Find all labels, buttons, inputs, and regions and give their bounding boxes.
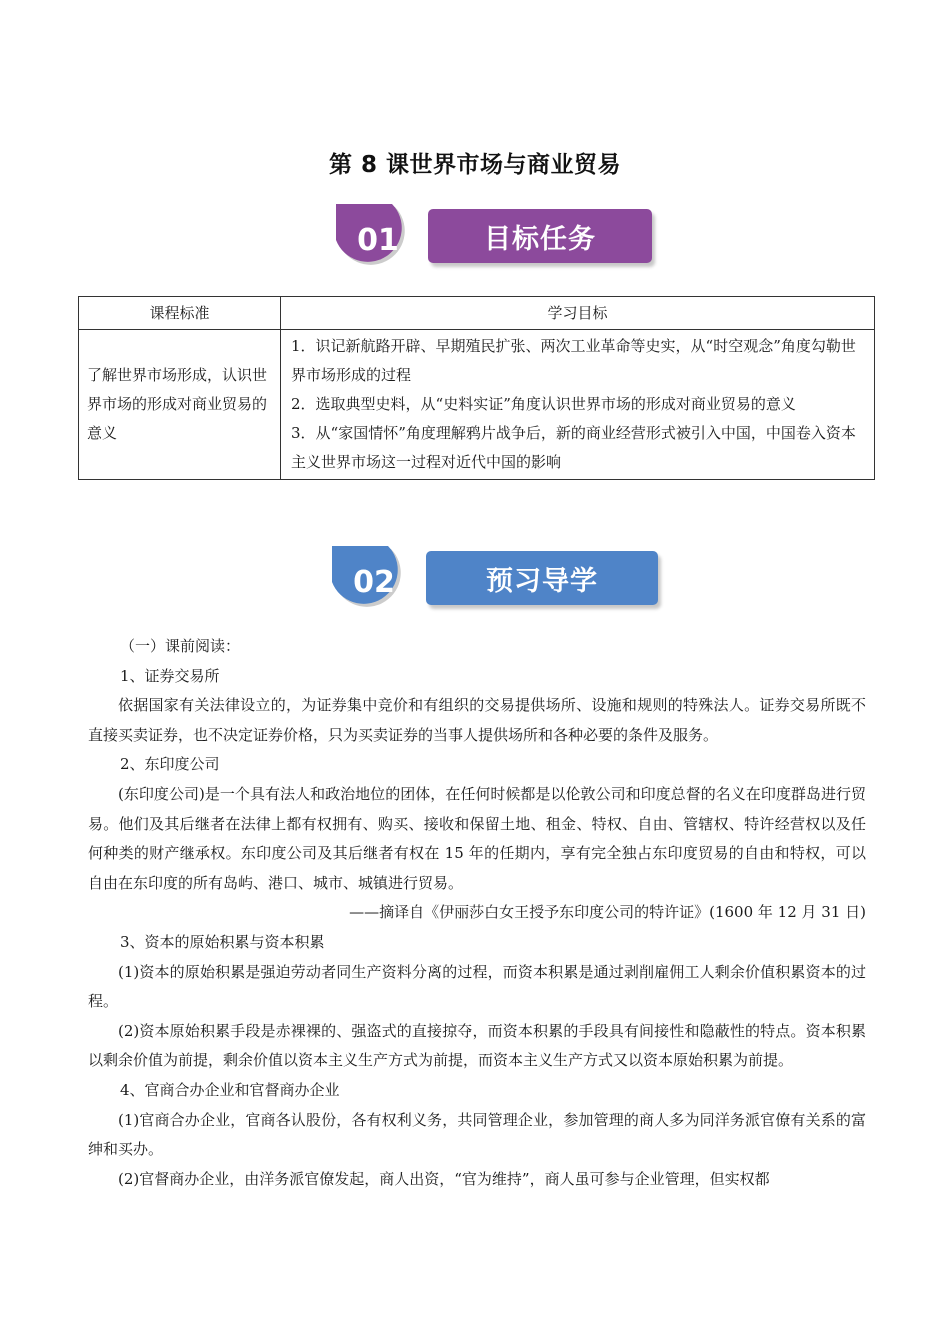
item-source-citation: ——摘译自《伊丽莎白女王授予东印度公司的特许证》(1600 年 12 月 31 日)	[349, 903, 866, 922]
item-paragraph: (2)官督商办企业，由洋务派官僚发起，商人出资，“官为维持”，商人虽可参与企业管理，但实权都	[118, 1169, 770, 1188]
item-heading: 4、官商合办企业和官督商办企业	[120, 1080, 340, 1099]
section-number: 02	[353, 564, 395, 600]
header-standard: 课程标准	[79, 297, 281, 330]
item-paragraph: (2)资本原始积累手段是赤裸裸的、强盗式的直接掠夺，而资本积累的手段具有间接性和隐蔽性的特点。资本积累以剩余价值为前提，剩余价值以资本主义生产方式为前提，而资本主义生产方式又以资本原始积累为前提。	[88, 1021, 866, 1070]
section-label: 预习导学	[426, 551, 658, 605]
item-paragraph: 依据国家有关法律设立的，为证券集中竞价和有组织的交易提供场所、设施和规则的特殊法人。证券交易所既不直接买卖证券，也不决定证券价格，只为买卖证券的当事人提供场所和各种必要的条件及服务。	[88, 696, 866, 744]
course-standard-cell: 了解世界市场形成，认识世界市场的形成对商业贸易的意义	[79, 330, 281, 480]
item-heading: 1、证券交易所	[120, 666, 220, 685]
objectives-cell	[281, 330, 875, 480]
item-heading: 3、资本的原始积累与资本积累	[120, 932, 325, 951]
section-number-badge	[330, 200, 420, 280]
item-paragraph: (东印度公司)是一个具有法人和政治地位的团体，在任何时候都是以伦敦公司和印度总督的名义在印度群岛进行贸易。他们及其后继者在法律上都有权拥有、购买、接收和保留土地、租金、特权、自由、管辖权、特许经营权以及任何种类的财产继承权。东印度公司及其后继者有权在 15 年的任期内，享有完全独占东印度贸易的自由和特权，可以自由在东印度的所有岛屿、港口、城市、城镇进行贸易。	[88, 784, 866, 892]
section-banner-preview	[326, 542, 666, 622]
item-paragraph: (1)官商合办企业，官商各认股份，各有权利义务，共同管理企业，参加管理的商人多为同洋务派官僚有关系的富绅和买办。	[88, 1110, 866, 1159]
section-label: 目标任务	[428, 209, 652, 263]
reading-content	[88, 632, 866, 1194]
objective-item: 1．识记新航路开辟、早期殖民扩张、两次工业革命等史实，从“时空观念”角度勾勒世界市场形成的过程	[291, 337, 856, 384]
objective-item: 2．选取典型史料，从“史料实证”角度认识世界市场的形成对商业贸易的意义	[291, 395, 796, 413]
section-number-badge	[326, 542, 416, 622]
page-title: 第 8 课世界市场与商业贸易	[328, 152, 622, 178]
item-paragraph: (1)资本的原始积累是强迫劳动者同生产资料分离的过程，而资本积累是通过剥削雇佣工人剩余价值积累资本的过程。	[88, 962, 866, 1011]
header-objectives: 学习目标	[281, 297, 875, 330]
section-banner-goals	[330, 200, 660, 280]
table-row	[79, 330, 875, 480]
table-header-row	[79, 297, 875, 330]
item-heading: 2、东印度公司	[120, 755, 220, 774]
section-number: 01	[357, 222, 399, 258]
reading-intro: （一）课前阅读：	[120, 637, 241, 655]
objective-item: 3．从“家国情怀”角度理解鸦片战争后，新的商业经营形式被引入中国，中国卷入资本主义世界市场这一过程对近代中国的影响	[291, 424, 856, 471]
goals-table	[78, 296, 875, 480]
